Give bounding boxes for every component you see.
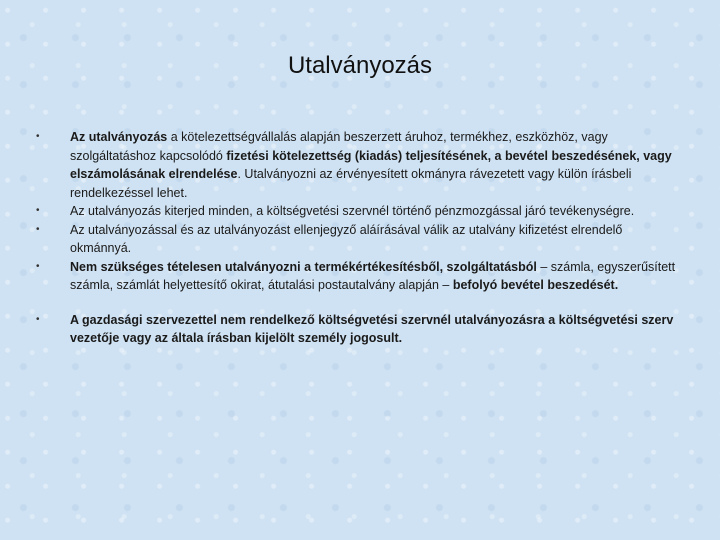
bullet-dot: •: [36, 131, 40, 142]
bold-text: befolyó bevétel beszedését.: [452, 278, 619, 292]
body-text: a kötelezettségvállalás alapján beszerzett áruhoz, termékhez, eszközhöz, vagy szolgáltatáshoz kapcsolódó: [70, 130, 608, 163]
bullet-dot: •: [36, 260, 40, 272]
bullet-dot: •: [36, 223, 40, 235]
bullet-item: [36, 202, 676, 221]
bold-text: Az utalványozás: [70, 130, 168, 144]
body-text: – számla, egyszerűsített számla, számlát helyettesítő okirat, átutalási postautalvány alapján –: [70, 259, 676, 292]
bold-text: fizetési kötelezettség (kiadás) teljesítésének, a bevétel beszedésének, vagy elszámolásának elrendelése: [70, 148, 672, 181]
body-text: . Utalványozni az érvényesített okmányra rávezetett vagy külön írásbeli rendelkezéssel lehet.: [70, 167, 632, 200]
body-text: Az utalványozás kiterjed minden, a költségvetési szervnél történő pénzmozgással járó tevékenységre.: [70, 204, 635, 218]
bullet-dot: •: [36, 205, 40, 216]
bullet-item: [36, 128, 676, 202]
bullet-item: [36, 311, 676, 348]
slide-title: Utalványozás: [287, 52, 433, 79]
bullet-list: [36, 128, 676, 348]
bold-text: A gazdasági szervezettel nem rendelkező költségvetési szervnél utalványozásra a költségvetési szerv vezetője vagy az általa írásban kijelölt személy jogosult.: [70, 312, 674, 345]
bullet-dot: •: [36, 313, 40, 325]
bullet-item: [36, 221, 676, 258]
bullet-item: [36, 258, 676, 295]
bold-text: Nem szükséges tételesen utalványozni a termékértékesítésből, szolgáltatásból: [70, 259, 537, 274]
body-text: Az utalványozással és az utalványozást ellenjegyző aláírásával válik az utalvány kifizetést elrendelő okmánnyá.: [70, 222, 623, 255]
